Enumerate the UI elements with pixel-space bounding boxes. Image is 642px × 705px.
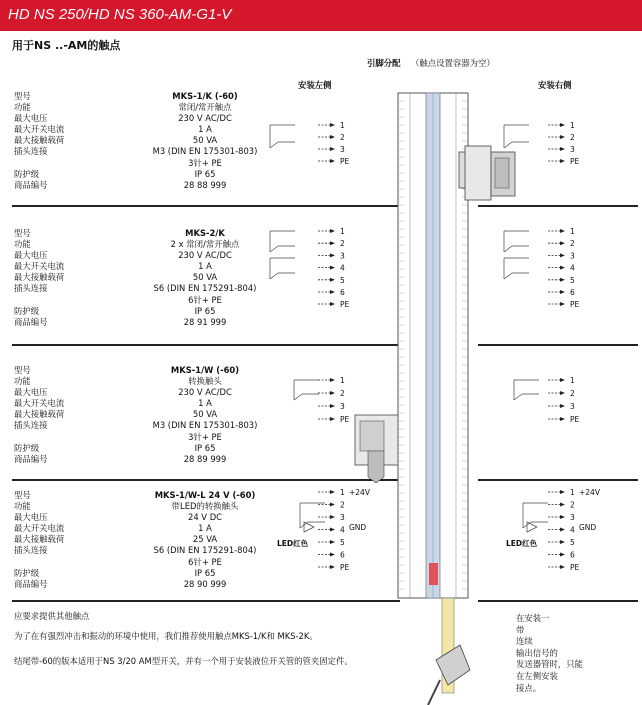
pin-pe-label: PE — [570, 563, 580, 572]
column-right-heading: 安装右侧 — [538, 80, 572, 90]
pin-1-label: 1 — [570, 121, 575, 130]
product-4-values: MKS-1/W-L 24 V (-60) 带LED的转换触头 24 V DC 1 A 25 VA S6 (DIN EN 175291-804) 6针+ PE IP 65 28 90 999 — [135, 490, 275, 590]
product-2-model: MKS-2/K — [185, 228, 225, 238]
product-2-labels: 型号 功能 最大电压 最大开关电流 最大接触载荷 插头连接 防护级 商品编号 — [14, 228, 65, 327]
led-red-label: LED红色 — [277, 539, 309, 548]
pin-4-label: 4 — [570, 263, 575, 273]
pin-5-label: 5 — [570, 538, 575, 547]
pin-2-label: 2 — [340, 239, 345, 249]
pin-pe-label: PE — [340, 157, 350, 166]
pin-3-label: 3 — [570, 402, 575, 411]
pin-1-label: 1 — [340, 488, 345, 497]
section-subtitle: 用于NS ..-AM的触点 — [12, 39, 121, 52]
footer-note-2: 为了在有强烈冲击和振动的环境中使用，我们推荐使用触点MKS-1/K和 MKS-2K。 — [14, 631, 318, 641]
pin-1-label: 1 — [570, 376, 575, 385]
pin-3-label: 3 — [340, 251, 345, 261]
product-3-values: MKS-1/W (-60) 转换触头 230 V AC/DC 1 A 50 VA M3 (DIN EN 175301-803) 3针+ PE IP 65 28 89 999 — [135, 365, 275, 465]
product-1-model: MKS-1/K (-60) — [172, 91, 238, 101]
pin-2-label: 2 — [570, 239, 575, 249]
pin-1-label: 1 — [570, 488, 575, 497]
page-title: HD NS 250/HD NS 360-AM-G1-V — [8, 6, 232, 23]
pin-2-label: 2 — [570, 133, 575, 142]
pin-pe-label: PE — [570, 157, 580, 166]
pin-1-label: 1 — [570, 227, 575, 236]
pin-pe-label: PE — [340, 300, 350, 309]
pin-3-label: 3 — [340, 513, 345, 522]
pin-3-label: 3 — [340, 145, 345, 154]
plus-24v-label: +24V — [579, 488, 600, 497]
pin-6-label: 6 — [570, 550, 575, 560]
pin-1-label: 1 — [340, 376, 345, 385]
footer-note-1: 应要求提供其他触点 — [14, 611, 90, 621]
pin-4-label: 4 — [340, 263, 345, 273]
pin-3-label: 3 — [570, 251, 575, 261]
pin-6-label: 6 — [340, 550, 345, 560]
pin-assignment-note: （触点设置容器为空） — [411, 58, 495, 68]
pin-3-label: 3 — [340, 402, 345, 411]
pin-3-label: 3 — [570, 145, 575, 154]
pin-2-label: 2 — [340, 389, 345, 398]
pin-5-label: 5 — [570, 275, 575, 285]
pin-3-label: 3 — [570, 513, 575, 522]
pin-pe-label: PE — [340, 563, 350, 572]
pin-pe-label: PE — [340, 415, 350, 424]
pin-4-label: 4 — [340, 525, 345, 535]
pin-pe-label: PE — [570, 415, 580, 424]
pin-5-label: 5 — [340, 275, 345, 285]
led-red-label: LED红色 — [506, 539, 538, 548]
pin-6-label: 6 — [570, 288, 575, 297]
pin-2-label: 2 — [340, 500, 345, 510]
product-1-values: MKS-1/K (-60) 常闭/常开触点 230 V AC/DC 1 A 50 VA M3 (DIN EN 175301-803) 3针+ PE IP 65 28 88 999 — [135, 91, 275, 191]
pin-4-label: 4 — [570, 525, 575, 535]
product-1-labels: 型号 功能 最大电压 最大开关电流 最大接触载荷 插头连接 防护级 商品编号 — [14, 91, 65, 190]
pin-2-label: 2 — [340, 133, 345, 142]
footer-note-3: 结尾带-60的版本适用于NS 3/20 AM型开关，并有一个用于安装液位开关管的管夹固定件。 — [14, 656, 353, 666]
pin-2-label: 2 — [570, 500, 575, 510]
side-note: 在安装一 带 连续 输出信号的 发送器管时，只能 在左侧安装 接点。 — [516, 613, 583, 693]
pin-pe-label: PE — [570, 300, 580, 309]
pin-assignment-label: 引脚分配 — [367, 58, 401, 68]
pin-1-label: 1 — [340, 227, 345, 236]
column-left-heading: 安装左侧 — [298, 80, 332, 90]
product-4-labels: 型号 功能 最大电压 最大开关电流 最大接触载荷 插头连接 防护级 商品编号 — [14, 490, 65, 589]
pin-6-label: 6 — [340, 288, 345, 297]
product-3-model: MKS-1/W (-60) — [170, 365, 240, 375]
product-4-model: MKS-1/W-L 24 V (-60) — [154, 490, 256, 500]
plus-24v-label: +24V — [349, 488, 370, 497]
gnd-label: GND — [579, 523, 597, 532]
product-2-values: MKS-2/K 2 x 常闭/常开触点 230 V AC/DC 1 A 50 VA S6 (DIN EN 175291-804) 6针+ PE IP 65 28 91 999 — [135, 228, 275, 328]
product-3-labels: 型号 功能 最大电压 最大开关电流 最大接触载荷 插头连接 防护级 商品编号 — [14, 365, 65, 464]
pin-5-label: 5 — [340, 538, 345, 547]
pin-1-label: 1 — [340, 121, 345, 130]
gnd-label: GND — [349, 523, 367, 532]
pin-2-label: 2 — [570, 389, 575, 398]
